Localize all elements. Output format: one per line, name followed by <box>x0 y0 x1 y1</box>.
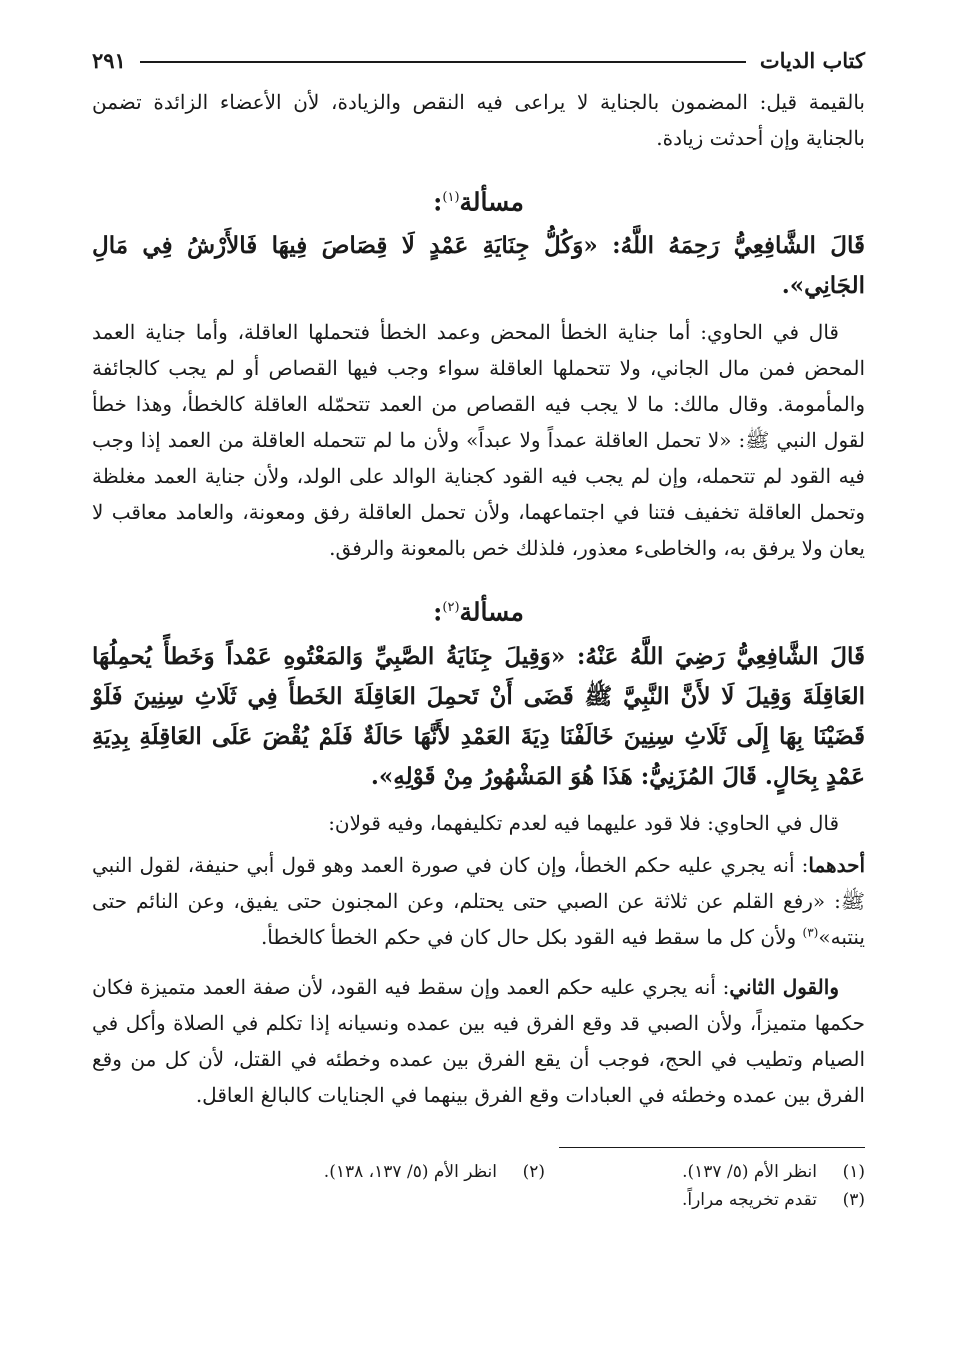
footnote-row <box>92 1158 865 1186</box>
footnote-text: انظر الأم (٥/ ١٣٧). <box>682 1161 817 1182</box>
header-rule <box>140 61 746 63</box>
footnote-number: (٣) <box>842 1189 865 1210</box>
second-opinion-paragraph <box>92 969 865 1113</box>
matn-text-1: قَالَ الشَّافِعِيُّ رَحِمَهُ اللَّهُ: «وَكُلُّ جِنَايَةِ عَمْدٍ لَا قِصَاصَ فِيهَا فَالأَرْشُ فِي مَالِ الجَانِي». <box>92 232 865 300</box>
heading-label: مسألة <box>459 187 524 217</box>
heading-colon: : <box>433 187 443 217</box>
footnote-number: (١) <box>842 1161 865 1182</box>
footnote-text: تقدم تخريجه مراراً. <box>681 1189 817 1210</box>
footnote-row <box>92 1186 865 1214</box>
first-opinion-label: أحدهما <box>808 852 865 877</box>
heading-label: مسألة <box>459 597 524 627</box>
section-heading-2 <box>92 588 865 632</box>
footnote-text: انظر الأم (٥/ ١٣٧، ١٣٨). <box>323 1161 497 1182</box>
footnote-1 <box>545 1158 865 1186</box>
footnote-separator <box>559 1147 865 1148</box>
commentary-intro-2: قال في الحاوي: فلا قود عليهما فيه لعدم تكليفهما، وفيه قولان: <box>328 810 839 835</box>
footnotes <box>92 1158 865 1214</box>
second-opinion-text: : أنه يجري عليه حكم العمد وإن سقط فيه القود، لأن صفة العمد متميزة فكان حكمها متميزاً، ولأن الصبي قد وقع الفرق فيه بين عمده ونسيانه إذا تكلم في الصلاة وأكل في الصيام وتطيب في الحج، فوجب أن يقع الفرق بين عمده وخطئه في القتل، لأن كل من وقع الفرق بين عمده وخطئه في العبادات وقع الفرق بينهما في الجنايات كالبالغ العاقل. <box>92 974 865 1107</box>
footnote-ref-3[interactable]: (٣) <box>802 925 819 939</box>
footnote-ref-1[interactable]: (١) <box>442 190 460 205</box>
section-heading-1 <box>92 178 865 222</box>
footnote-number: (٢) <box>522 1161 545 1182</box>
commentary-paragraph-1: قال في الحاوي: أما جناية الخطأ المحض وعمد الخطأ فتحملها العاقلة، وأما جناية العمد المحض فمن مال الجاني، ولا تتحملها العاقلة سواء وجب فيها القصاص أو لم يجب كالجائفة والمأمومة. وقال مالك: ما لا يجب فيه القصاص من العمد تتحمّله العاقلة كالخطأ، وهذا خطأ لقول النبي ﷺ: «لا تحمل العاقلة عمداً ولا عبداً» ولأن ما لم تتحمله العاقلة من العمد إذا وجب فيه القود لم تتحمله، وإن لم يجب فيه القود كجناية الوالد على الولد، ولأن جناية العمد مغلظة وتحمل العاقلة تخفيف فتنا في اجتماعهما، ولأن تحمل العاقلة رفق ومعونة، والعامد معاقب لا يعان ولا يرفق به، والخاطىء معذور، فلذلك خص بالمعونة والرفق. <box>92 320 866 561</box>
first-opinion-paragraph <box>92 847 865 955</box>
intro-paragraph: بالقيمة قيل: المضمون بالجناية لا يراعى فيه النقص والزيادة، لأن الأعضاء الزائدة تضمن بالجناية وإن أحدثت زيادة. <box>92 90 865 150</box>
footnote-ref-2[interactable]: (٢) <box>442 600 460 616</box>
footnote-3 <box>545 1186 865 1214</box>
heading-colon: : <box>433 597 443 627</box>
first-opinion-text-b: ولأن كل ما سقط فيه القود بكل حال كان في حكم الخطأ كالخطأ. <box>260 924 803 949</box>
footnote-2 <box>225 1158 545 1186</box>
page-number: ٢٩١ <box>92 47 126 73</box>
first-opinion-text-a: : أنه يجري عليه حكم الخطأ، وإن كان في صورة العمد وهو قول أبي حنيفة، لقول النبي ﷺ: «رفع القلم عن ثلاثة عن الصبي حتى يحتلم، وعن المجنون حتى يفيق، وعن النائم حتى ينتبه» <box>92 852 865 949</box>
second-opinion-label: والقول الثاني <box>729 974 839 999</box>
chapter-title: كتاب الديات <box>759 47 865 73</box>
running-header <box>92 42 865 78</box>
matn-text-2: قَالَ الشَّافِعِيُّ رَضِيَ اللَّهُ عَنْهُ: «وَقِيلَ جِنَايَةُ الصَّبِيِّ وَالمَعْتُوهِ عَمْداً وَخَطأً يُحمِلُهَا العَاقِلَةَ وَقِيلَ لَا لأَنَّ النَّبِيَّ ﷺ قَضَى أَنْ تَحمِلَ العَاقِلَةَ الخَطأَ فِي ثَلَاثِ سِنِينَ فَلَوْ قَضَيْنَا بِهَا إِلَى ثَلَاثِ سِنِينَ خَالَفْنَا دِيَةَ العَمْدِ لأَنَّهَا حَالَةٌ فَلَمْ يُقْضَ عَلَى العَاقِلَةِ بِدِيَةِ عَمْدٍ بِحَالٍ. قَالَ المُزَنِيُّ: هَذَا هُوَ المَشْهُورُ مِنْ قَوْلِهِ». <box>92 642 865 790</box>
